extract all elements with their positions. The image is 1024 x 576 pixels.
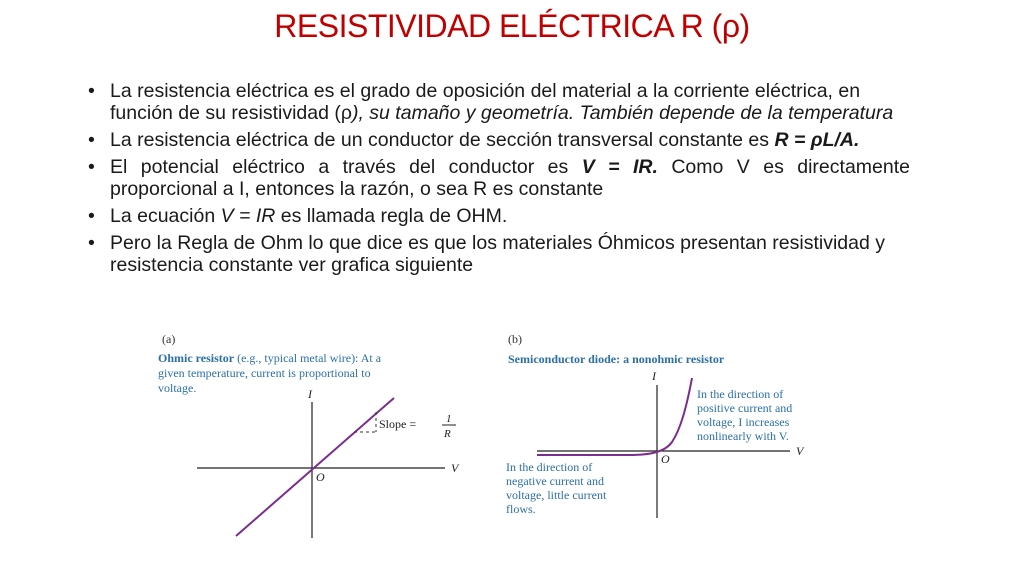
figure-b-negative-note-line-1: In the direction of — [506, 460, 593, 474]
ohm-equation: V = IR — [220, 205, 276, 227]
figure-a-slope-denominator: R — [444, 428, 451, 440]
figure-b-negative-note-line-4: flows. — [506, 502, 536, 516]
figure-b-negative-note-line-3: voltage, little current — [506, 488, 607, 502]
figure-a-slope-label: Slope = — [379, 417, 417, 431]
figure-b-negative-note-line-2: negative current and — [506, 474, 604, 488]
slide-title: RESISTIVIDAD ELÉCTRICA R (ρ) — [274, 8, 750, 44]
figure-b-positive-note-line-1: In the direction of — [697, 387, 784, 401]
figure-b-origin-label: O — [661, 452, 670, 466]
figure-b-x-label: V — [796, 444, 804, 458]
figure-a-caption-bold: Ohmic resistor — [158, 351, 235, 365]
figure-b-positive-note-line-3: voltage, I increases — [697, 415, 790, 429]
figure-a-caption-line-2: given temperature, current is proportional to — [158, 366, 371, 380]
figure-b-caption: Semiconductor diode: a nonohmic resistor — [508, 352, 725, 366]
figure-b-diode-curve — [537, 378, 692, 455]
figure-b-y-label: I — [652, 369, 656, 383]
figure-a-y-label: I — [308, 387, 312, 401]
rho-symbol: ρ — [340, 102, 352, 124]
resistance-formula: R = ρL/A. — [774, 129, 860, 151]
figure-a-ohmic-resistor — [158, 332, 460, 538]
figure-b-semiconductor-diode — [506, 332, 805, 518]
ohm-formula: V = IR. — [581, 156, 658, 178]
bullet-text-normal: La resistencia eléctrica de un conductor de sección transversal constante es — [110, 129, 775, 151]
bullet-text-italic: ), su tamaño y geometría. También depende de la temperatura — [351, 102, 894, 124]
figure-a-tag: (a) — [162, 332, 176, 346]
figure-b-positive-note-line-2: positive current and — [697, 401, 793, 415]
bullet-text-part2: Como V es directamente proporcional a I, entonces la razón, o sea R es constante — [110, 156, 910, 200]
bullet-text-part2: es llamada regla de OHM. — [275, 205, 508, 227]
bullet-dot: • — [88, 80, 95, 102]
figure-a-x-label: V — [451, 461, 459, 475]
bullet-text-part1: El potencial eléctrico a través del conductor es — [110, 156, 582, 178]
figure-b-tag: (b) — [508, 332, 522, 346]
figure-a-ohmic-line — [236, 398, 394, 536]
figure-a-caption-line-1 — [158, 351, 382, 365]
bullet-dot: • — [88, 156, 95, 178]
bullet-dot: • — [88, 129, 95, 151]
bullet-text: Pero la Regla de Ohm lo que dice es que los materiales Óhmicos presentan resistividad y resistencia constante ver grafica siguiente — [110, 232, 885, 276]
figure-a-caption-line-3: voltage. — [158, 381, 197, 395]
figure-b-positive-note-line-4: nonlinearly with V. — [697, 429, 789, 443]
figure-a-origin-label: O — [316, 470, 325, 484]
bullet-text-normal: La resistencia eléctrica es el grado de oposición del material a la corriente eléctrica, en función de su resistividad ( — [110, 80, 861, 124]
figure-a-slope-numerator: 1 — [446, 413, 452, 425]
bullet-dot: • — [88, 205, 95, 227]
figure-a-caption-rest: (e.g., typical metal wire): At a — [234, 351, 382, 365]
bullet-dot: • — [88, 232, 95, 254]
bullet-text-part1: La ecuación — [110, 205, 221, 227]
